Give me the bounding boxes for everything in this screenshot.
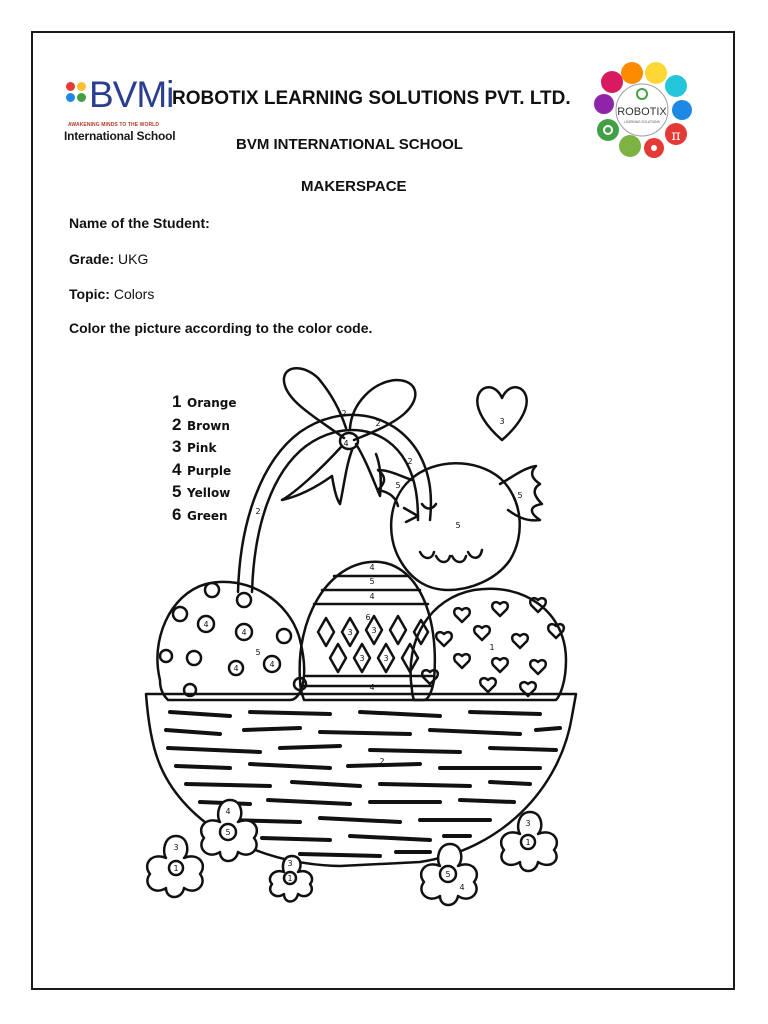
egg-left-spot-label: 4 [269, 660, 275, 669]
legend-number: 3 [172, 437, 182, 456]
bvm-tagline: AWAKENING MINDS TO THE WORLD [68, 122, 160, 128]
egg-middle-band-label: 5 [369, 577, 375, 586]
basket-label: 2 [379, 757, 385, 766]
legend-color-name: Green [187, 508, 228, 523]
flower-petals-label: 3 [525, 819, 531, 828]
egg-middle-diamond-label: 3 [383, 654, 389, 663]
instruction-text: Color the picture according to the color code. [69, 320, 373, 336]
egg-left-spot-label: 4 [203, 620, 209, 629]
legend-color-name: Pink [187, 441, 217, 455]
legend-number: 2 [172, 414, 182, 434]
egg-left-spot-label: 4 [241, 628, 247, 637]
flower-center-label: 5 [225, 828, 231, 837]
legend-number: 1 [172, 392, 182, 411]
egg-left-spot-label: 4 [233, 664, 239, 673]
egg-middle-top-label: 4 [369, 592, 375, 601]
egg-left-body-label: 5 [255, 648, 261, 657]
egg-left [157, 582, 306, 700]
heart-shape [477, 387, 526, 440]
flower-center-label: 5 [445, 870, 451, 879]
egg-right-body-label: 1 [489, 643, 495, 652]
legend-number: 4 [172, 459, 182, 479]
grade-label: Grade: [69, 251, 115, 267]
legend-color-name: Yellow [187, 486, 231, 500]
egg-middle-top-label: 4 [369, 563, 375, 572]
chick-wing-label: 5 [517, 491, 523, 500]
flower-petals-label: 3 [173, 843, 179, 852]
legend-color-name: Orange [187, 396, 237, 410]
flower-petals-label: 4 [225, 807, 231, 816]
bow-label: 2 [341, 409, 347, 418]
flower-center-label: 1 [173, 864, 179, 873]
bvm-wordmark: BVMi [89, 74, 174, 115]
legend-color-name: Brown [187, 418, 230, 433]
egg-middle-bottom-label: 4 [369, 683, 375, 692]
chick-wing-label: 5 [395, 481, 401, 490]
robotix-wordmark: ROBOTIX [617, 106, 667, 118]
robotix-tagline: LEARNING SOLUTIONS [624, 120, 660, 124]
company-title: ROBOTIX LEARNING SOLUTIONS PVT. LTD. [172, 88, 571, 109]
legend-number: 6 [172, 504, 182, 524]
bow-label: 2 [375, 419, 381, 428]
handle-left-label: 2 [255, 507, 261, 516]
egg-middle-diamond-label: 3 [359, 654, 365, 663]
grade-value: UKG [118, 251, 149, 267]
chick-body-label: 5 [455, 521, 461, 530]
legend-number: 5 [172, 482, 182, 501]
flower-center-label: 1 [287, 874, 293, 883]
flower-petals-label: 4 [459, 883, 465, 892]
school-title: BVM INTERNATIONAL SCHOOL [236, 136, 463, 153]
bvm-subtitle: International School [64, 129, 176, 143]
egg-middle [300, 562, 435, 700]
svg-text:π: π [671, 128, 681, 144]
topic-value: Colors [113, 286, 155, 302]
flower-petals-label: 3 [287, 859, 293, 868]
bow-center-label: 4 [343, 439, 349, 448]
topic-label: Topic: [69, 286, 110, 302]
egg-middle-center-label: 6 [365, 613, 371, 622]
egg-middle-diamond-label: 3 [371, 626, 377, 635]
student-name-label: Name of the Student: [69, 215, 210, 231]
legend-color-name: Purple [187, 463, 232, 478]
flower-center-label: 1 [525, 838, 531, 847]
handle-right-label: 2 [407, 457, 413, 466]
egg-middle-diamond-label: 3 [347, 628, 353, 637]
heart-label: 3 [499, 417, 505, 426]
department-title: MAKERSPACE [301, 178, 407, 195]
